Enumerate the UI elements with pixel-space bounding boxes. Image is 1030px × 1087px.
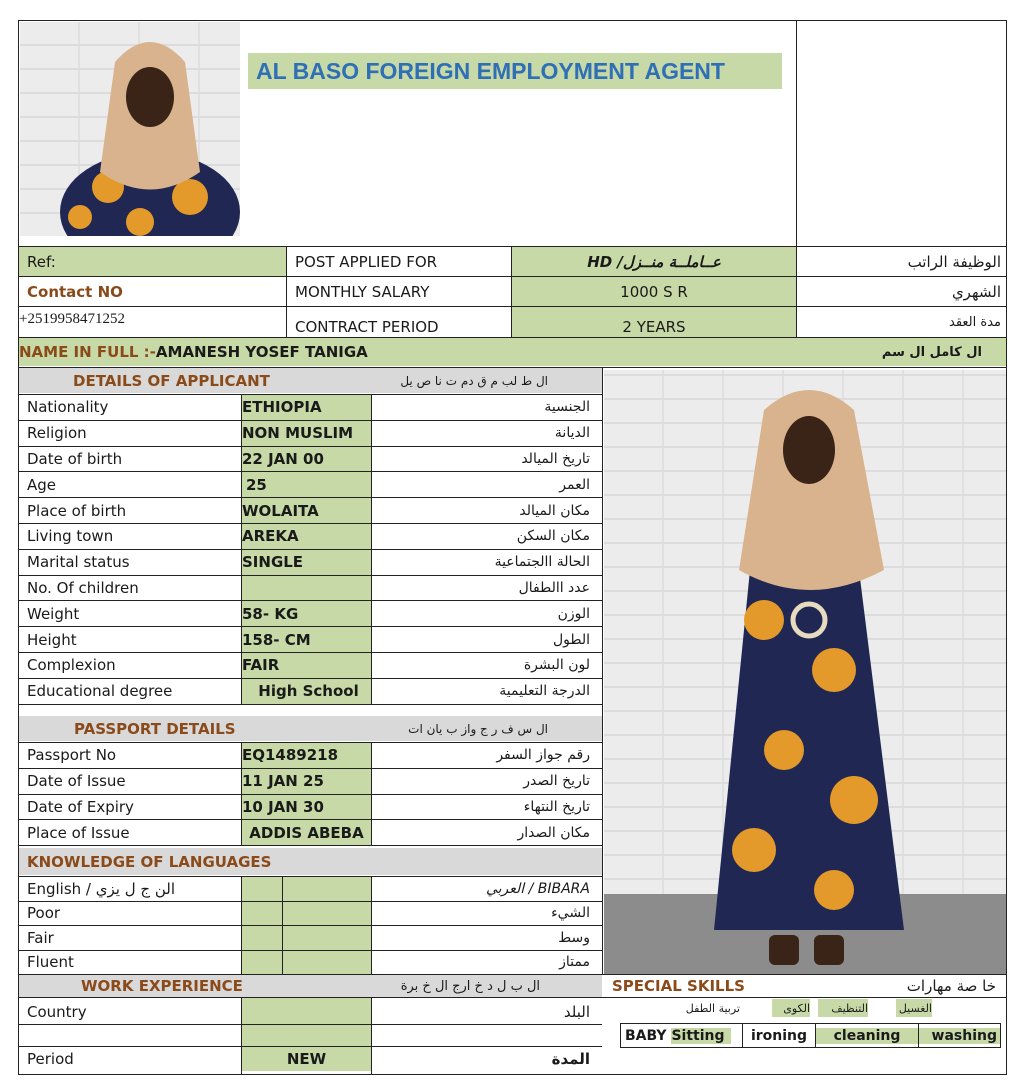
work-country-ar: البلد [563, 1003, 590, 1021]
work-period-label: Period [27, 1050, 74, 1068]
applicant-row-ar: مكان الميالد [519, 502, 590, 519]
col-line [371, 997, 372, 1074]
skills-header-ar: خا صة مهارات [906, 977, 996, 995]
name-label: NAME IN FULL :- [19, 343, 156, 361]
applicant-row-ar: عدد االطفال [518, 579, 590, 596]
applicant-row-label: Religion [27, 424, 87, 443]
applicant-row-ar: تاريخ الميالد [521, 450, 590, 467]
work-period-value: NEW [242, 1047, 371, 1071]
post-ar: الوظيفة الراتب [907, 252, 1001, 271]
frame-top [18, 20, 1007, 21]
applicant-row-ar: العمر [559, 476, 590, 493]
skill-line [620, 1047, 1000, 1048]
col-line [241, 394, 242, 704]
applicant-row-value: 58- KG [242, 601, 371, 626]
applicant-row-label: Educational degree [27, 682, 173, 701]
passport-row-label: Place of Issue [27, 823, 130, 842]
frame-bottom [18, 1074, 1007, 1075]
language-level-box-1 [242, 877, 282, 901]
skill-baby-sitting [621, 1024, 742, 1047]
applicant-row-value: AREKA [242, 524, 371, 549]
passport-row-label: Passport No [27, 746, 117, 765]
passport-row-ar: مكان الصدار [517, 824, 590, 841]
full-body-photo [604, 370, 1006, 974]
col-line [282, 876, 283, 974]
applicant-row-ar: الطول [552, 631, 590, 648]
passport-row-value: 11 JAN 25 [242, 769, 371, 794]
col-line [241, 997, 242, 1074]
applicant-row-ar: الحالة االجتماعية [494, 554, 590, 571]
skill-line [1000, 1023, 1001, 1048]
language-level-box-2 [283, 902, 371, 926]
work-header-ar: ال ب ل د خ ارج ال خ برة [400, 978, 540, 994]
col-line [371, 742, 372, 845]
passport-row-label: Date of Expiry [27, 797, 134, 816]
col-line [371, 876, 372, 974]
skill-ironing: ironing [750, 1027, 808, 1044]
applicant-row-value: NON MUSLIM [242, 421, 371, 446]
work-period-ar: المدة [551, 1050, 590, 1068]
name-ar: ال كامل ال سم [881, 344, 982, 360]
applicant-row-label: No. Of children [27, 578, 139, 597]
skill-cleaning [816, 1024, 918, 1047]
applicant-row-value [242, 576, 371, 601]
applicant-row-ar: الجنسية [544, 399, 590, 416]
passport-row-ar: تاريخ النتهاء [523, 798, 590, 815]
applicant-row-value: High School [242, 679, 371, 704]
skill-ar-cleaning: التنظيف [818, 999, 868, 1017]
row-line [18, 704, 602, 705]
col-line [371, 394, 372, 704]
passport-row-ar: رقم جواز السفر [496, 747, 590, 764]
contract-ar: مدة العقد [949, 314, 1001, 330]
skill-washing [919, 1024, 1000, 1047]
work-country-value [242, 998, 371, 1024]
applicant-row-label: Marital status [27, 553, 130, 572]
contact-value: +2519958471252 [19, 310, 125, 327]
agency-title: AL BASO FOREIGN EMPLOYMENT AGENT [248, 53, 782, 89]
col-line [241, 742, 242, 845]
applicant-row-label: Complexion [27, 656, 116, 675]
applicant-header-ar: ال ط لب م ق دم ت نا ص يل [400, 373, 548, 388]
full-name-row [19, 338, 1006, 366]
post-label: POST APPLIED FOR [295, 252, 438, 271]
salary-ar: الشهري [951, 282, 1001, 301]
applicant-row-ar: الوزن [557, 605, 590, 622]
passport-row-value: 10 JAN 30 [242, 795, 371, 820]
applicant-row-label: Nationality [27, 398, 109, 417]
language-level-box-2 [283, 926, 371, 950]
languages-header: KNOWLEDGE OF LANGUAGES [19, 848, 602, 875]
language-level-box-1 [242, 902, 282, 926]
language-level-box-2 [283, 951, 371, 975]
applicant-row-value: 25 [242, 472, 371, 497]
language-level-box-1 [242, 951, 282, 975]
row-line [18, 845, 602, 846]
applicant-row-label: Place of birth [27, 501, 127, 520]
ref-label: Ref: [19, 247, 286, 276]
passport-row-ar: تاريخ الصدر [523, 773, 590, 790]
work-header: WORK EXPERIENCE [19, 975, 602, 997]
language-row-label: Fair [27, 928, 54, 947]
applicant-header: DETAILS OF APPLICANT [19, 368, 602, 393]
contract-value: 2 YEARS [512, 307, 796, 337]
applicant-row-value: 22 JAN 00 [242, 447, 371, 472]
applicant-row-ar: الديانة [554, 425, 590, 442]
language-row-ar: BIBARA / العربي [485, 880, 590, 897]
work-country-label: Country [27, 1003, 87, 1021]
skills-header [604, 975, 1004, 997]
salary-value: 1000 S R [512, 277, 796, 306]
language-level-box-1 [242, 926, 282, 950]
contact-label: Contact NO [27, 282, 123, 301]
applicant-row-value: ETHIOPIA [242, 395, 371, 420]
applicant-row-value: SINGLE [242, 550, 371, 575]
work-blank-value [242, 1025, 371, 1046]
skill-baby-sitting-text [625, 1028, 731, 1044]
post-value: HD /عــاملــة منــزل [512, 247, 796, 276]
skill-sitting-word: Sitting [671, 1028, 730, 1044]
passport-header: PASSPORT DETAILS [19, 716, 602, 741]
col-line [602, 367, 603, 975]
language-row-ar: ممتاز [559, 954, 590, 971]
skill-ar-baby: تربية الطفل [685, 1001, 740, 1015]
passport-header-ar: ال س ف ر ج واز ب يان ات [408, 721, 548, 736]
col-line [241, 876, 242, 974]
applicant-row-label: Height [27, 630, 77, 649]
skill-cleaning-text: cleaning [816, 1028, 918, 1044]
applicant-row-label: Date of birth [27, 449, 123, 468]
applicant-row-ar: لون البشرة [523, 657, 590, 674]
applicant-row-label: Weight [27, 604, 80, 623]
salary-label: MONTHLY SALARY [295, 282, 430, 301]
passport-row-value: EQ1489218 [242, 743, 371, 768]
language-row-label: Fluent [27, 953, 74, 972]
language-row-ar: وسط [558, 929, 590, 946]
applicant-row-value: WOLAITA [242, 498, 371, 523]
name-value: AMANESH YOSEF TANIGA [155, 343, 368, 361]
language-level-box-2 [283, 877, 371, 901]
applicant-row-value: FAIR [242, 653, 371, 678]
language-row-ar: الشيء [551, 905, 590, 922]
language-row-label: Poor [27, 904, 61, 923]
skill-ar-ironing: الكوى [772, 999, 810, 1017]
applicant-row-ar: الدرجة التعليمية [499, 683, 590, 700]
portrait-photo [20, 22, 240, 236]
language-row-label: English / الن ج ل يزي [27, 879, 175, 898]
applicant-row-value: 158- CM [242, 627, 371, 652]
passport-row-label: Date of Issue [27, 772, 126, 791]
skill-ar-washing: الغسيل [896, 999, 932, 1017]
skills-header-en: SPECIAL SKILLS [612, 977, 745, 995]
contract-label: CONTRACT PERIOD [295, 317, 439, 336]
frame-right [1006, 20, 1007, 1075]
applicant-row-label: Age [27, 475, 57, 494]
applicant-row-label: Living town [27, 527, 114, 546]
passport-row-value: ADDIS ABEBA [242, 820, 371, 845]
skill-baby-word: BABY [625, 1027, 672, 1044]
frame-divider [796, 20, 797, 248]
skill-washing-text: washing [919, 1028, 1000, 1044]
applicant-row-ar: مكان السكن [516, 528, 590, 545]
